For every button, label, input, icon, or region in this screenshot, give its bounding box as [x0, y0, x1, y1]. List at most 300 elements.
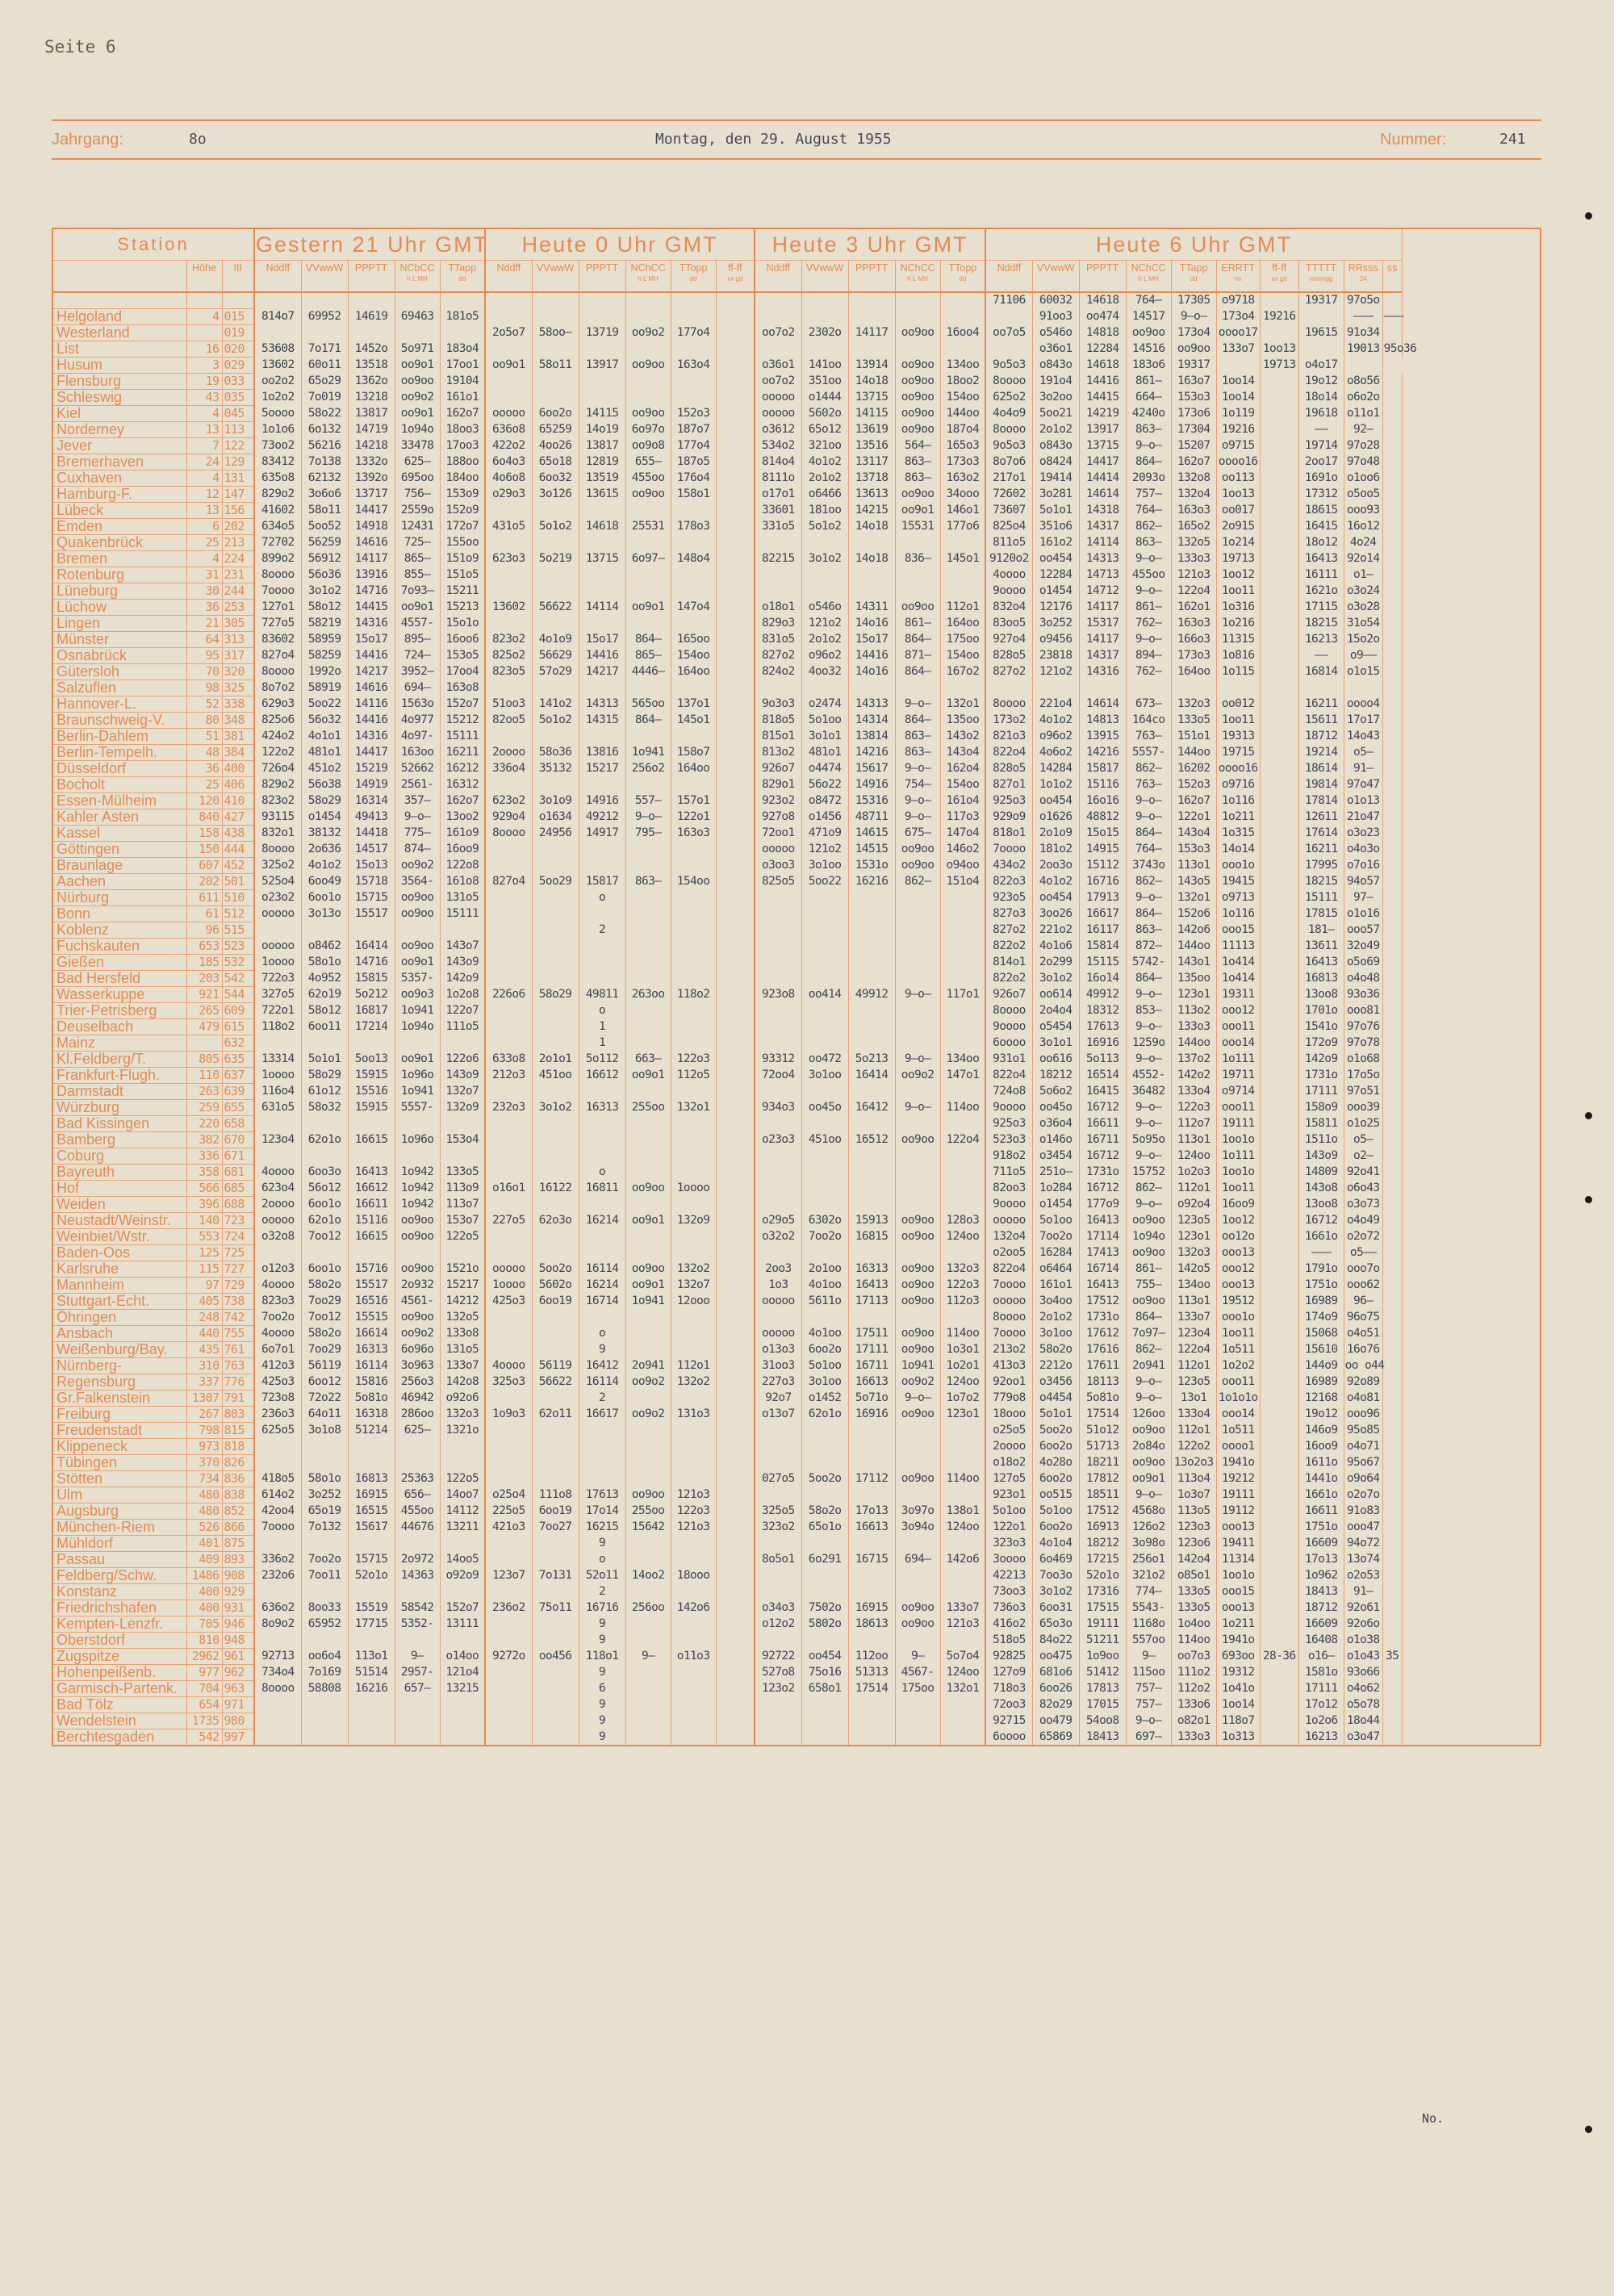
observation-cell: oo9oo — [395, 890, 440, 906]
observation-cell: 16514 — [1079, 1068, 1126, 1084]
observation-cell: 177o6 — [940, 519, 985, 535]
observation-cell — [485, 1681, 532, 1697]
observation-cell: 7oo2o — [301, 1552, 348, 1568]
observation-cell: 263oo — [625, 987, 671, 1003]
observation-cell — [1382, 1132, 1402, 1148]
observation-cell: 232o6 — [254, 1568, 301, 1584]
observation-cell: oo9oo — [1126, 1423, 1171, 1439]
observation-cell — [395, 1245, 440, 1261]
observation-cell — [1260, 1100, 1298, 1116]
observation-cell — [485, 842, 532, 858]
observation-cell: o3o23 — [1344, 826, 1382, 842]
observation-cell — [716, 1471, 755, 1487]
observation-cell: 481o1 — [301, 745, 348, 761]
observation-cell: 173o2 — [985, 713, 1032, 729]
observation-cell — [895, 1568, 940, 1584]
observation-cell — [848, 1584, 895, 1600]
observation-cell — [895, 971, 940, 987]
observation-cell: 5742- — [1126, 955, 1171, 971]
observation-cell: 112o3 — [940, 1294, 985, 1310]
observation-cell: ooo12 — [1216, 1261, 1260, 1278]
observation-cell — [532, 1084, 579, 1100]
observation-cell: ooooo — [755, 1294, 801, 1310]
observation-cell: oo9oo — [895, 1342, 940, 1358]
observation-cell — [716, 680, 755, 696]
observation-cell: oooo4 — [1344, 696, 1382, 713]
observation-cell: 175oo — [895, 1681, 940, 1697]
observation-cell: 1611o — [1298, 1455, 1344, 1471]
observation-cell: 829o2 — [254, 487, 301, 503]
observation-cell: oooo16 — [1216, 761, 1260, 777]
observation-cell: 62o11 — [532, 1407, 579, 1423]
observation-cell: 824o2 — [755, 664, 801, 680]
observation-cell: oo472 — [801, 1052, 848, 1068]
observation-cell — [1260, 1552, 1298, 1568]
station-name: Wasserkuppe — [52, 987, 186, 1003]
observation-cell — [1382, 1084, 1402, 1100]
observation-cell — [1260, 874, 1298, 890]
observation-cell: 1o4oo — [1171, 1616, 1216, 1633]
observation-cell — [1382, 955, 1402, 971]
station-name: Kl.Feldberg/T. — [52, 1052, 186, 1068]
observation-cell — [801, 1697, 848, 1713]
observation-cell: 172o7 — [440, 519, 485, 535]
observation-cell: ooo13 — [1216, 1600, 1260, 1616]
observation-cell: 864— — [1126, 971, 1171, 987]
observation-cell — [625, 1084, 671, 1100]
observation-cell — [485, 1697, 532, 1713]
observation-cell — [1260, 1503, 1298, 1520]
observation-cell: 727o5 — [254, 616, 301, 632]
observation-cell: 3o126 — [532, 487, 579, 503]
station-name: Lüchow — [52, 600, 186, 616]
observation-cell: oo9o1 — [485, 358, 532, 374]
observation-cell: 92o61 — [1344, 1600, 1382, 1616]
observation-cell: 92oo1 — [985, 1374, 1032, 1391]
observation-cell — [716, 1068, 755, 1084]
observation-cell: 757— — [1126, 1697, 1171, 1713]
observation-cell — [716, 358, 755, 374]
observation-cell: 113o1 — [1171, 1132, 1216, 1148]
observation-cell: 16415 — [1298, 519, 1344, 535]
observation-cell: 162o7 — [1171, 454, 1216, 470]
table-row — [52, 1229, 1541, 1245]
observation-cell — [625, 1229, 671, 1245]
observation-cell: 13917 — [579, 358, 625, 374]
observation-cell: 16213 — [1298, 1729, 1344, 1746]
station-name: Lüneburg — [52, 583, 186, 600]
observation-cell — [755, 583, 801, 600]
observation-cell: 16515 — [348, 1503, 395, 1520]
observation-cell: 5602o — [801, 406, 848, 422]
observation-cell: o36o1 — [1032, 341, 1079, 358]
observation-cell — [625, 729, 671, 745]
observation-cell: 863— — [1126, 422, 1171, 438]
col-header-subcode: h L MH — [907, 275, 928, 282]
station-name: Oberstdorf — [52, 1633, 186, 1649]
bulletin-date: Montag, den 29. August 1955 — [655, 131, 892, 148]
observation-cell: 5o1o1 — [1032, 1407, 1079, 1423]
observation-cell — [1216, 358, 1260, 374]
observation-cell: 11314 — [1216, 1552, 1260, 1568]
observation-cell: 7o93— — [395, 583, 440, 600]
observation-cell — [716, 696, 755, 713]
observation-cell: 1731o — [1079, 1165, 1126, 1181]
observation-cell — [716, 454, 755, 470]
station-index: 313 — [222, 632, 254, 648]
observation-cell — [532, 309, 579, 325]
observation-cell: 118o1 — [579, 1649, 625, 1665]
col-header — [301, 261, 348, 293]
observation-cell — [1382, 809, 1402, 826]
station-height: 21 — [186, 616, 222, 632]
observation-cell: 9272o — [485, 1649, 532, 1665]
observation-cell — [716, 1100, 755, 1116]
observation-cell: 62o1o — [301, 1132, 348, 1148]
observation-cell: 757— — [1126, 487, 1171, 503]
station-name: Aachen — [52, 874, 186, 890]
col-header-subcode: xx gd — [727, 275, 743, 282]
observation-cell — [485, 1665, 532, 1681]
punch-hole-icon — [1585, 1112, 1592, 1119]
observation-cell — [1382, 422, 1402, 438]
observation-cell: 53608 — [254, 341, 301, 358]
observation-cell: 416o2 — [985, 1616, 1032, 1633]
observation-cell: o5—— — [1344, 1245, 1382, 1261]
observation-cell: 14316 — [348, 729, 395, 745]
observation-cell: 16512 — [848, 1132, 895, 1148]
nummer-value: 241 — [1499, 131, 1526, 148]
table-row — [52, 1197, 1541, 1213]
observation-cell: 13715 — [848, 390, 895, 406]
observation-cell — [1260, 1584, 1298, 1600]
observation-cell: 2o932 — [395, 1278, 440, 1294]
observation-cell: o11o1 — [1344, 406, 1382, 422]
observation-cell: 153o5 — [440, 648, 485, 664]
station-height: 480 — [186, 1503, 222, 1520]
observation-cell: 49212 — [579, 809, 625, 826]
station-height: 30 — [186, 583, 222, 600]
station-header: Station — [52, 228, 254, 261]
observation-cell: 173o6 — [1171, 406, 1216, 422]
observation-cell: 112o1 — [1171, 1358, 1216, 1374]
observation-cell: o23o2 — [254, 890, 301, 906]
observation-cell: 754— — [895, 777, 940, 793]
observation-cell: 1731o — [1298, 1068, 1344, 1084]
col-header-code: PPPTT — [855, 262, 889, 274]
observation-cell: oo9oo — [895, 358, 940, 374]
observation-cell: 17114 — [1079, 1229, 1126, 1245]
observation-cell — [1260, 1681, 1298, 1697]
observation-cell — [895, 1165, 940, 1181]
observation-cell — [716, 987, 755, 1003]
observation-cell — [671, 1471, 716, 1487]
observation-cell — [532, 922, 579, 939]
observation-cell — [848, 292, 895, 309]
table-row — [52, 519, 1541, 535]
observation-cell — [1260, 406, 1298, 422]
observation-cell: 1o111 — [1216, 1052, 1260, 1068]
observation-cell: 21o47 — [1344, 809, 1382, 826]
observation-cell: 711o5 — [985, 1165, 1032, 1181]
station-name: Frankfurt-Flugh. — [52, 1068, 186, 1084]
observation-cell — [940, 1633, 985, 1649]
observation-cell: 14515 — [848, 842, 895, 858]
observation-cell: 9—o— — [1126, 1197, 1171, 1213]
observation-cell: 7502o — [801, 1600, 848, 1616]
observation-cell — [671, 341, 716, 358]
observation-cell — [1260, 858, 1298, 874]
table-row — [52, 1116, 1541, 1132]
observation-cell: 4o1o2 — [301, 858, 348, 874]
station-name: Klippeneck — [52, 1439, 186, 1455]
observation-cell — [532, 1197, 579, 1213]
station-index: 033 — [222, 374, 254, 390]
observation-cell — [254, 292, 301, 309]
observation-cell: 16714 — [579, 1294, 625, 1310]
observation-cell: 14618 — [1079, 358, 1126, 374]
observation-cell: 5o95o — [1126, 1132, 1171, 1148]
observation-cell: 1661o — [1298, 1229, 1344, 1245]
observation-cell — [1382, 1035, 1402, 1052]
observation-cell: 14614 — [1079, 696, 1126, 713]
station-name: Bocholt — [52, 777, 186, 793]
table-row — [52, 616, 1541, 632]
observation-cell — [755, 890, 801, 906]
observation-cell: o3456 — [1032, 1374, 1079, 1391]
observation-cell: 6oooo — [985, 1035, 1032, 1052]
observation-cell — [1032, 680, 1079, 696]
observation-cell: 14117 — [848, 325, 895, 341]
observation-cell: oo9o2 — [895, 1374, 940, 1391]
observation-cell — [1260, 664, 1298, 680]
observation-cell: 122o1 — [985, 1520, 1032, 1536]
station-name: Norderney — [52, 422, 186, 438]
observation-cell — [1382, 1358, 1402, 1374]
observation-cell: 2 — [579, 1391, 625, 1407]
observation-cell: 1o94o — [1126, 1229, 1171, 1245]
station-height: 125 — [186, 1245, 222, 1261]
table-row — [52, 1471, 1541, 1487]
station-height: 150 — [186, 842, 222, 858]
observation-cell: 5o1o2 — [532, 519, 579, 535]
observation-cell — [1382, 600, 1402, 616]
observation-cell — [1382, 535, 1402, 551]
observation-cell: 49912 — [1079, 987, 1126, 1003]
observation-cell — [848, 1148, 895, 1165]
observation-cell: 5o71o — [848, 1391, 895, 1407]
observation-cell: 1332o — [348, 454, 395, 470]
observation-cell: 58oo— — [532, 325, 579, 341]
observation-cell: 158o7 — [671, 745, 716, 761]
observation-cell: 146o9 — [1298, 1423, 1344, 1439]
observation-cell: 336o4 — [485, 761, 532, 777]
observation-cell: oo9oo — [395, 939, 440, 955]
observation-cell — [532, 842, 579, 858]
observation-cell: 862— — [1126, 761, 1171, 777]
observation-cell: o1456 — [801, 809, 848, 826]
observation-cell: oo9oo — [895, 487, 940, 503]
observation-cell — [1382, 1374, 1402, 1391]
observation-cell — [716, 1084, 755, 1100]
observation-cell: 1941o — [1216, 1455, 1260, 1471]
observation-cell: 56119 — [301, 1358, 348, 1374]
observation-cell: ——— — [1382, 309, 1402, 325]
observation-cell: 19216 — [1216, 422, 1260, 438]
observation-cell — [532, 1584, 579, 1600]
observation-cell: 4552- — [1126, 1068, 1171, 1084]
observation-cell: 451o2 — [301, 761, 348, 777]
observation-cell: 122o5 — [440, 1229, 485, 1245]
observation-cell: 8oooo — [985, 1003, 1032, 1019]
observation-cell: 162o7 — [440, 406, 485, 422]
observation-cell — [1382, 1503, 1402, 1520]
observation-cell — [1260, 1471, 1298, 1487]
observation-cell: 832o1 — [254, 826, 301, 842]
observation-cell: 93o36 — [1344, 987, 1382, 1003]
observation-cell — [348, 292, 395, 309]
observation-cell: 15915 — [348, 1100, 395, 1116]
observation-cell: 14415 — [348, 600, 395, 616]
observation-cell — [1382, 1342, 1402, 1358]
observation-cell: o6466 — [801, 487, 848, 503]
observation-cell: 19311 — [1216, 987, 1260, 1003]
observation-cell: 9—o— — [1126, 1487, 1171, 1503]
observation-cell: 16314 — [348, 793, 395, 809]
observation-cell: 16811 — [579, 1181, 625, 1197]
observation-cell: 73607 — [985, 503, 1032, 519]
station-index: 685 — [222, 1181, 254, 1197]
observation-cell — [895, 1181, 940, 1197]
observation-cell — [485, 616, 532, 632]
observation-cell: 16613 — [848, 1374, 895, 1391]
observation-cell — [532, 374, 579, 390]
observation-cell: 122o3 — [671, 1052, 716, 1068]
observation-cell: 9120o2 — [985, 551, 1032, 567]
observation-cell: 187o4 — [940, 422, 985, 438]
observation-cell: 123o3 — [1171, 1520, 1216, 1536]
observation-cell — [440, 1713, 485, 1729]
observation-cell — [671, 1116, 716, 1132]
observation-cell: o — [579, 1552, 625, 1568]
observation-cell — [254, 1584, 301, 1600]
station-index: 963 — [222, 1681, 254, 1697]
observation-cell: 1oo11 — [1216, 713, 1260, 729]
observation-cell: 629o3 — [254, 696, 301, 713]
observation-cell: 9o5o3 — [985, 438, 1032, 454]
observation-cell — [440, 1455, 485, 1471]
observation-cell: 16114 — [579, 1374, 625, 1391]
observation-cell — [1260, 454, 1298, 470]
observation-cell — [254, 1116, 301, 1132]
observation-cell: 14614 — [1079, 487, 1126, 503]
observation-cell — [485, 680, 532, 696]
station-name: Zugspitze — [52, 1649, 186, 1665]
observation-cell — [1382, 1520, 1402, 1536]
observation-cell — [801, 1181, 848, 1197]
table-row — [52, 1729, 1541, 1746]
observation-cell: 1o962 — [1298, 1568, 1344, 1584]
station-index: 639 — [222, 1084, 254, 1100]
observation-cell: 862— — [1126, 874, 1171, 890]
observation-cell — [1382, 696, 1402, 713]
observation-cell: 96— — [1344, 1294, 1382, 1310]
observation-cell: 2561- — [395, 777, 440, 793]
observation-cell: 62132 — [301, 470, 348, 487]
col-header-subcode: xx gd — [1271, 275, 1287, 282]
observation-cell: oo454 — [1032, 890, 1079, 906]
observation-cell — [755, 1165, 801, 1181]
observation-cell: o1o25 — [1344, 1116, 1382, 1132]
observation-cell: oo9o1 — [395, 955, 440, 971]
observation-cell: 6302o — [801, 1213, 848, 1229]
observation-cell: ooo14 — [1216, 1035, 1260, 1052]
observation-cell: oo454 — [1032, 551, 1079, 567]
observation-cell: 58542 — [395, 1600, 440, 1616]
table-row — [52, 1391, 1541, 1407]
observation-cell — [755, 1713, 801, 1729]
station-index: 615 — [222, 1019, 254, 1035]
observation-cell: 17305 — [1171, 292, 1216, 309]
observation-cell: 8oooo — [254, 842, 301, 858]
station-name: Kiel — [52, 406, 186, 422]
observation-cell — [485, 1455, 532, 1471]
station-name — [52, 292, 186, 309]
observation-cell: 934o3 — [755, 1100, 801, 1116]
observation-cell: 822o4 — [985, 1261, 1032, 1278]
observation-cell: 2o1o2 — [801, 632, 848, 648]
observation-cell: 14o19 — [579, 422, 625, 438]
station-index: 723 — [222, 1213, 254, 1229]
observation-cell: 16117 — [1079, 922, 1126, 939]
observation-cell: 16oo9 — [1298, 1439, 1344, 1455]
observation-cell — [348, 1633, 395, 1649]
observation-cell: 14917 — [579, 826, 625, 842]
observation-cell: 1o211 — [1216, 809, 1260, 826]
observation-cell: 1362o — [348, 374, 395, 390]
observation-cell: 3o1o2 — [801, 551, 848, 567]
observation-cell: 75o11 — [532, 1600, 579, 1616]
observation-cell: 146o2 — [940, 842, 985, 858]
observation-cell: 895— — [395, 632, 440, 648]
observation-cell: o1— — [1344, 567, 1382, 583]
observation-cell — [848, 890, 895, 906]
station-name: Freiburg — [52, 1407, 186, 1423]
observation-cell: 31o54 — [1344, 616, 1382, 632]
observation-cell: 13619 — [848, 422, 895, 438]
observation-cell: 132o2 — [671, 1374, 716, 1391]
observation-cell: 17oo3 — [440, 438, 485, 454]
observation-cell: 134oo — [940, 358, 985, 374]
observation-cell: 17813 — [1079, 1681, 1126, 1697]
station-index: 815 — [222, 1423, 254, 1439]
observation-cell: 7oo12 — [301, 1229, 348, 1245]
station-name: Hof — [52, 1181, 186, 1197]
observation-cell: o — [579, 1003, 625, 1019]
observation-cell: 14516 — [1126, 341, 1171, 358]
observation-cell: 114oo — [1171, 1633, 1216, 1649]
observation-cell — [485, 535, 532, 551]
observation-cell — [625, 922, 671, 939]
observation-cell: 6oo3o — [301, 1165, 348, 1181]
observation-cell: 827o4 — [254, 648, 301, 664]
observation-cell: 18413 — [1298, 1584, 1344, 1600]
observation-cell — [625, 1019, 671, 1035]
observation-cell: 14114 — [1079, 535, 1126, 551]
observation-cell — [716, 1552, 755, 1568]
observation-cell: 132o9 — [440, 1100, 485, 1116]
observation-cell: 143o8 — [1298, 1181, 1344, 1197]
